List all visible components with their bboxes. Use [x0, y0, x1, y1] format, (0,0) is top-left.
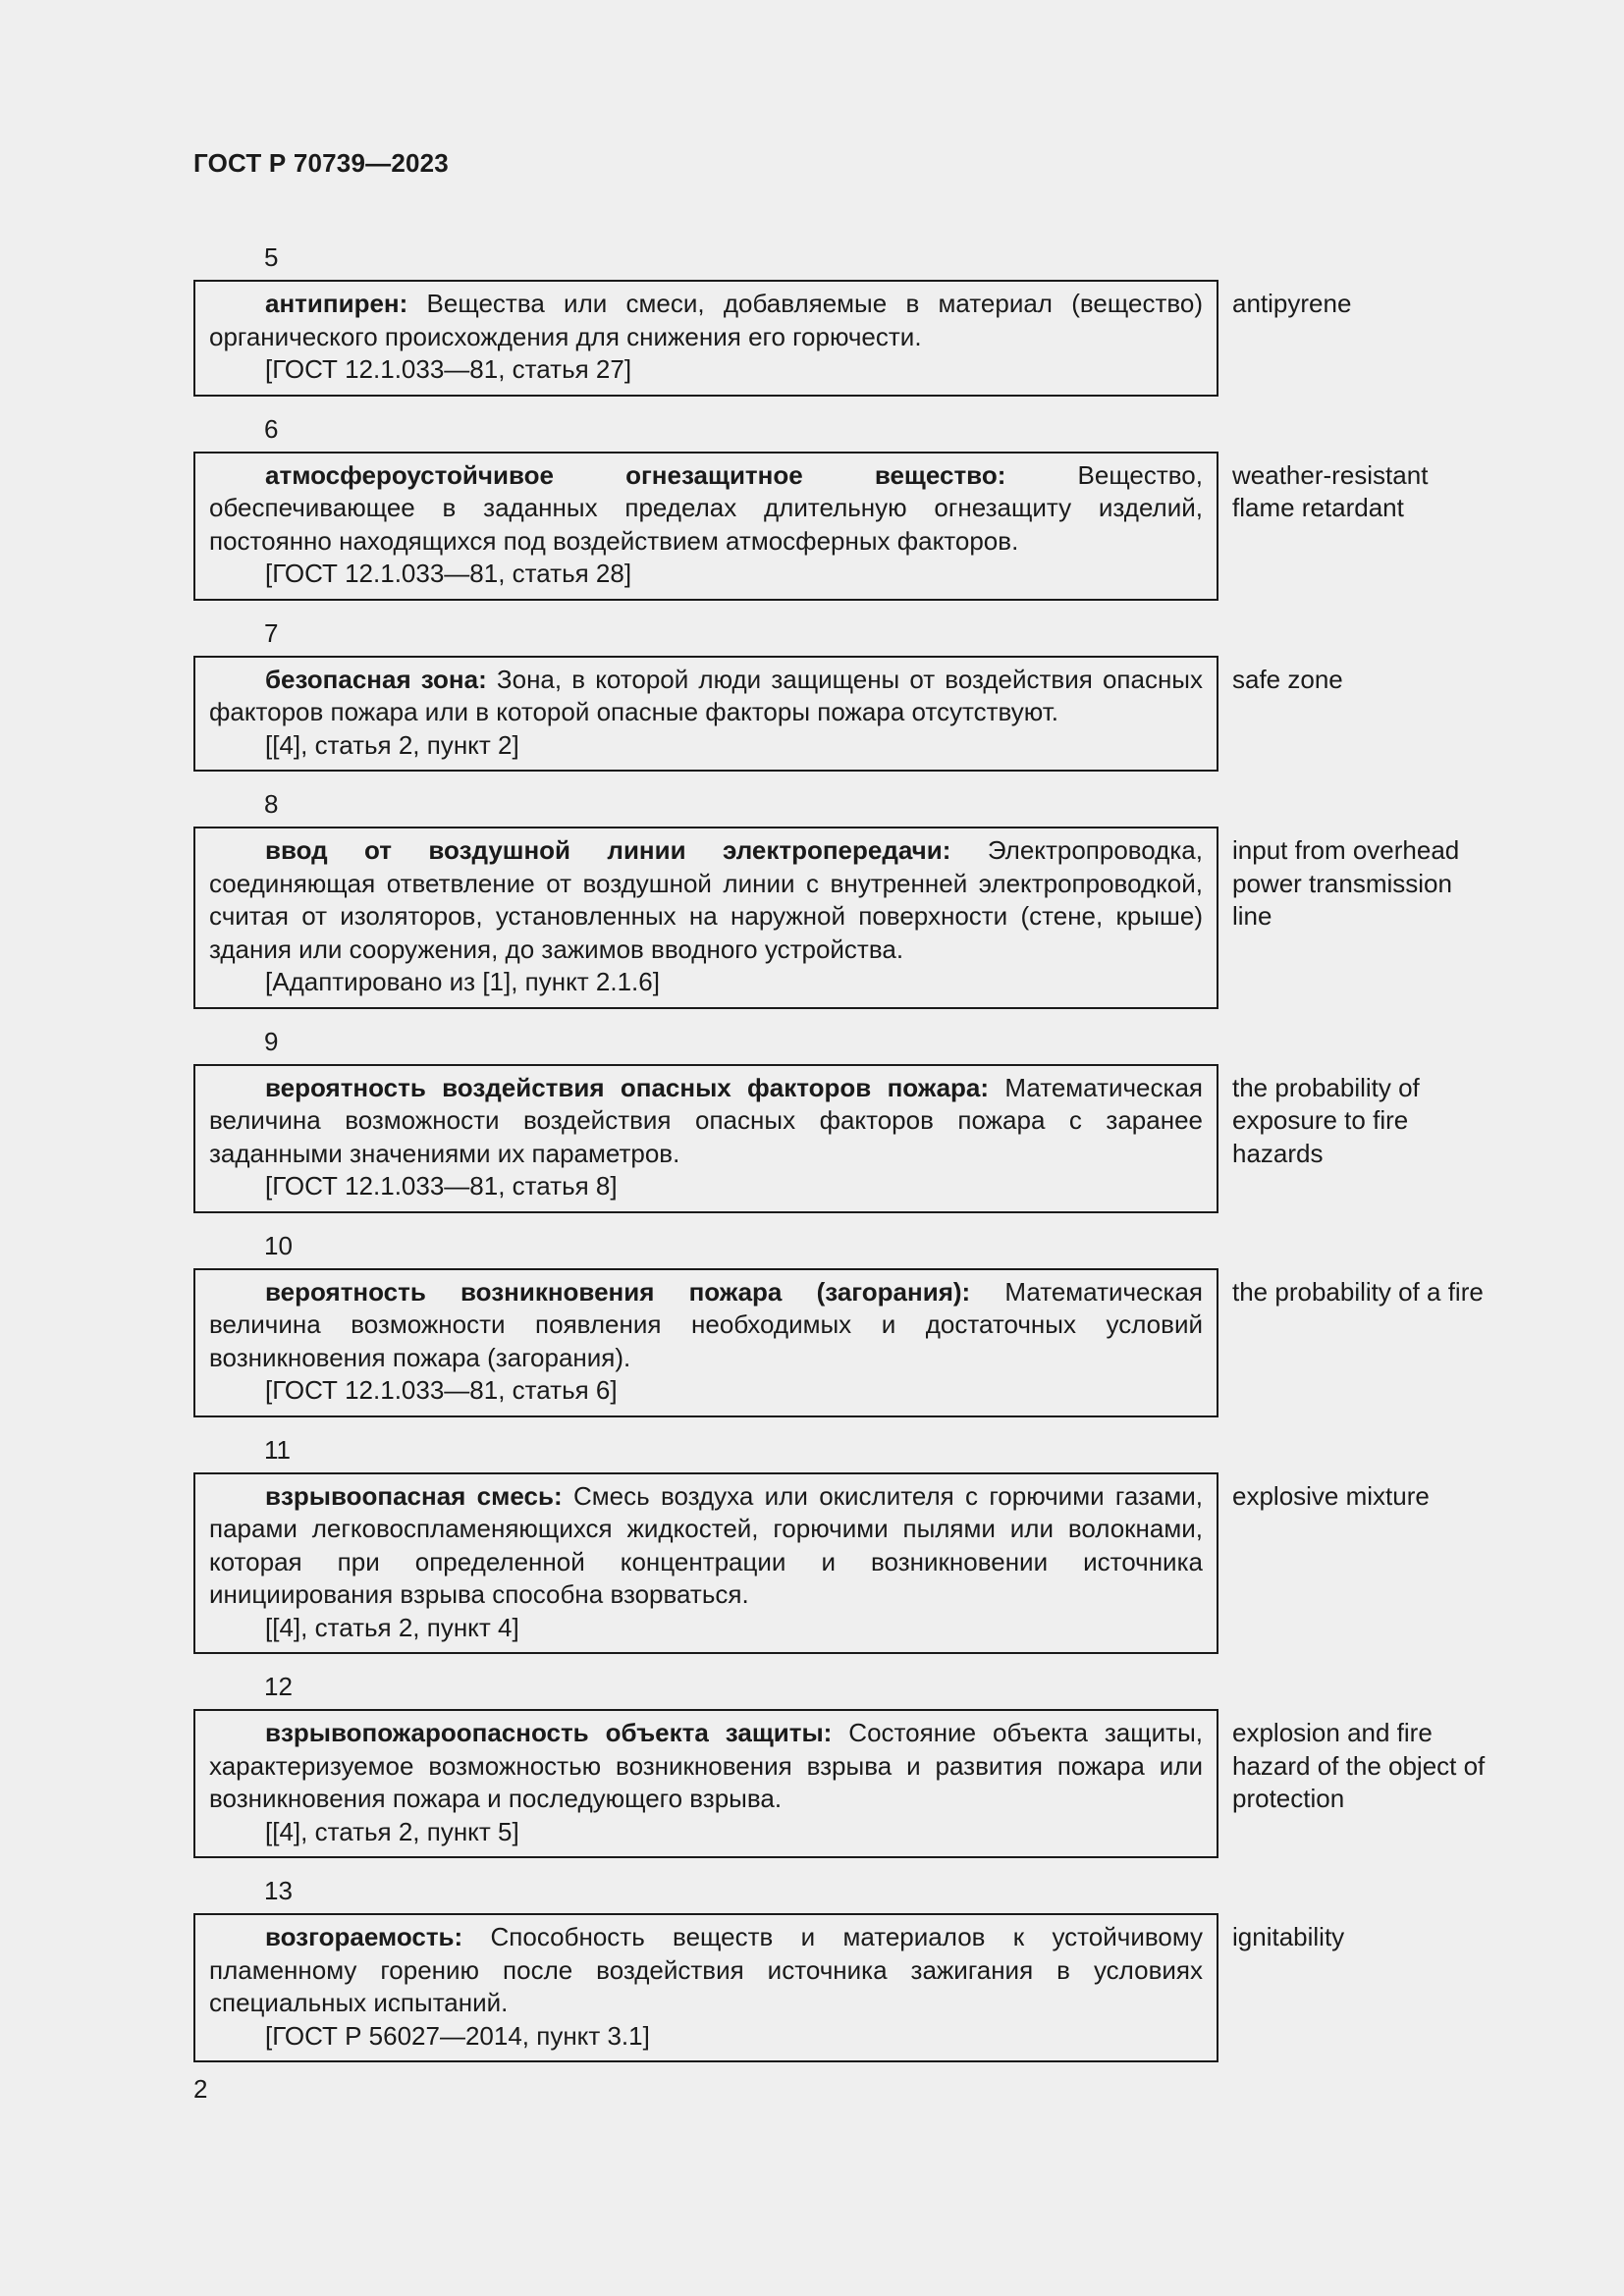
term-definition: [209, 834, 1203, 966]
term-source: [[4], статья 2, пункт 2]: [265, 729, 519, 760]
entry-row: [193, 280, 1509, 397]
definition-text: Зона, в которой люди защищены от воздействия опасных факторов пожара или в которой опасные факторы пожара отсутствуют.: [209, 664, 1203, 726]
entry-row: [193, 1268, 1509, 1417]
entry-row: [193, 452, 1509, 601]
term-definition: [209, 288, 1203, 353]
definition-text: Вещество, обеспечивающее в заданных пределах длительную огнезащиту изделий, постоянно находящихся под воздействием атмосферных факторов.: [209, 459, 1203, 556]
entry-number: 8: [264, 789, 279, 819]
english-equivalent: weather-resistant flame retardant: [1232, 459, 1429, 522]
term-definition: [209, 664, 1203, 729]
definition-text: Электропроводка, соединяющая ответвление от воздушной линии с внутренней электропроводкой, считая от изоляторов, установленных на наружной поверхности (стене, крыше) здания или сооружения, до зажимов вводного устройства.: [209, 835, 1203, 964]
english-equivalent: input from overhead power transmission line: [1232, 835, 1460, 931]
term-entry: [193, 240, 1509, 397]
term-list: [193, 240, 1509, 2078]
term-box: [193, 656, 1218, 773]
term-entry: [193, 412, 1509, 601]
term-box: [193, 1064, 1218, 1213]
entry-row: [193, 656, 1509, 773]
term-source: [[4], статья 2, пункт 5]: [265, 1816, 519, 1846]
term-entry: [193, 1874, 1509, 2062]
definition-text: Вещества или смеси, добавляемые в материал (вещество) органического происхождения для снижения его горючести.: [209, 289, 1203, 351]
term-entry: [193, 616, 1509, 773]
entry-row: [193, 1472, 1509, 1655]
page-number: 2: [193, 2074, 208, 2104]
term-definition: [209, 1480, 1203, 1612]
term-entry: [193, 1670, 1509, 1858]
definition-text: Смесь воздуха или окислителя с горючими газами, парами легковоспламеняющихся жидкостей, горючими пылями или волокнами, которая при определенной концентрации и возникновении источника инициирования взрыва способна взорваться.: [209, 1480, 1204, 1609]
term-definition: [209, 1921, 1203, 2020]
term-entry: [193, 1025, 1509, 1213]
entry-number: 9: [264, 1026, 279, 1056]
term-box: [193, 1913, 1218, 2062]
term-box: [193, 1472, 1218, 1655]
term-name: безопасная зона:: [265, 664, 487, 694]
term-source: [[4], статья 2, пункт 4]: [265, 1612, 519, 1642]
page-title: ГОСТ Р 70739—2023: [193, 148, 449, 178]
term-name: вероятность воздействия опасных факторов пожара:: [265, 1072, 990, 1102]
english-equivalent: safe zone: [1232, 664, 1343, 694]
term-box: [193, 452, 1218, 601]
english-equivalent: the probability of a fire: [1232, 1276, 1484, 1307]
english-equivalent: antipyrene: [1232, 289, 1352, 318]
entry-number: 13: [264, 1876, 293, 1905]
entry-number: 11: [264, 1434, 291, 1465]
term-entry: [193, 1433, 1509, 1655]
term-entry: [193, 787, 1509, 1009]
entry-row: [193, 827, 1509, 1009]
term-box: [193, 827, 1218, 1009]
english-equivalent: explosion and fire hazard of the object of protection: [1232, 1718, 1486, 1813]
term-box: [193, 1268, 1218, 1417]
term-source: [ГОСТ 12.1.033—81, статья 8]: [265, 1171, 618, 1201]
term-source: [Адаптировано из [1], пункт 2.1.6]: [265, 967, 660, 996]
entry-number: 6: [264, 413, 279, 444]
term-box: [193, 1709, 1218, 1858]
term-name: возгораемость:: [265, 1922, 463, 1951]
entry-number: 12: [264, 1672, 293, 1701]
entry-row: [193, 1064, 1509, 1213]
term-definition: [209, 459, 1203, 559]
entry-row: [193, 1913, 1509, 2062]
entry-number: 7: [264, 617, 279, 648]
english-equivalent: explosive mixture: [1232, 1480, 1430, 1511]
term-source: [ГОСТ 12.1.033—81, статья 28]: [265, 559, 632, 588]
term-definition: [209, 1717, 1203, 1816]
term-box: [193, 280, 1218, 397]
entry-row: [193, 1709, 1509, 1858]
english-equivalent: the probability of exposure to fire hazards: [1232, 1072, 1420, 1168]
entry-number: 10: [264, 1230, 293, 1260]
term-name: взрывоопасная смесь:: [265, 1480, 563, 1511]
term-definition: [209, 1276, 1203, 1375]
term-name: атмосфероустойчивое огнезащитное вещество:: [265, 459, 1006, 490]
term-source: [ГОСТ Р 56027—2014, пункт 3.1]: [265, 2020, 650, 2051]
entry-number: 5: [264, 242, 279, 272]
term-definition: [209, 1072, 1203, 1171]
definition-text: Способность веществ и материалов к устойчивому пламенному горению после воздействия источника зажигания в условиях специальных испытаний.: [209, 1922, 1203, 2017]
term-name: взрывопожароопасность объекта защиты:: [265, 1718, 833, 1747]
term-source: [ГОСТ 12.1.033—81, статья 6]: [265, 1375, 618, 1405]
term-entry: [193, 1229, 1509, 1417]
term-name: ввод от воздушной линии электропередачи:: [265, 835, 951, 865]
definition-text: Математическая величина возможности появления необходимых и достаточных условий возникновения пожара (загорания).: [209, 1276, 1203, 1372]
term-name: антипирен:: [265, 289, 408, 318]
english-equivalent: ignitability: [1232, 1922, 1345, 1951]
definition-text: Математическая величина возможности воздействия опасных факторов пожара с заранее заданными значениями их параметров.: [209, 1072, 1203, 1168]
term-name: вероятность возникновения пожара (загорания):: [265, 1276, 971, 1307]
term-source: [ГОСТ 12.1.033—81, статья 27]: [265, 354, 632, 384]
definition-text: Состояние объекта защиты, характеризуемое возможностью возникновения взрыва и развития пожара или возникновения пожара и последующего взрыва.: [209, 1718, 1203, 1813]
